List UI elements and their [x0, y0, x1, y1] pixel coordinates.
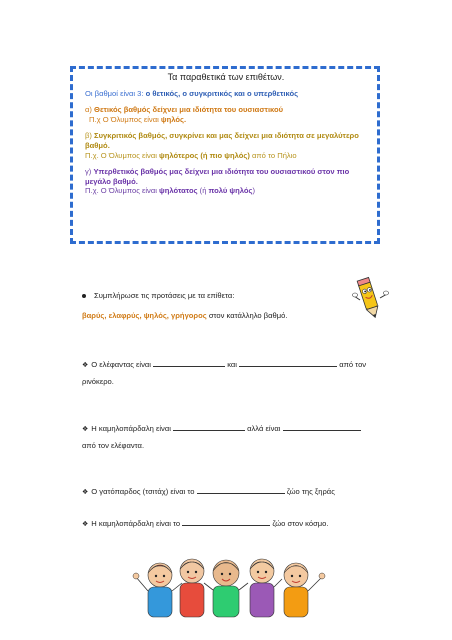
positive-prefix: α)	[85, 105, 95, 115]
exercise-3-text-a: Ο γατόπαρδος (τσιτάχ) είναι το	[91, 487, 197, 496]
diamond-bullet-icon: ❖	[82, 521, 89, 528]
superlative-section	[85, 167, 367, 196]
exercise-2-text-b: αλλά είναι	[245, 424, 283, 433]
exercise-1-text-a: Ο ελέφαντας είναι	[91, 360, 154, 369]
pencil-mascot-icon	[350, 274, 390, 322]
diamond-bullet-icon: ❖	[82, 362, 89, 369]
exercise-1-text-b: και	[225, 360, 240, 369]
superlative-example-mid: (ή	[197, 186, 209, 196]
superlative-example-suffix: )	[252, 186, 256, 196]
adjectives-line	[82, 311, 287, 320]
comparative-section	[85, 131, 367, 160]
superlative-example: Π.χ. Ο Όλυμπος είναι	[85, 186, 160, 196]
positive-section	[85, 105, 367, 124]
blank-input[interactable]	[182, 517, 270, 526]
positive-example-word: ψηλός.	[160, 114, 187, 124]
instruction-line	[82, 291, 234, 300]
instruction-text: Συμπλήρωσε τις προτάσεις με τα επίθετα:	[94, 291, 235, 300]
comparative-example-word: ψηλότερος (ή πιο ψηλός)	[159, 150, 250, 160]
exercise-2-text-a: Η καμηλοπάρδαλη είναι	[91, 424, 174, 433]
exercise-1-text-d: ρινόκερο.	[82, 377, 114, 386]
exercise-2	[82, 421, 382, 454]
blank-input[interactable]	[283, 422, 361, 431]
blank-input[interactable]	[153, 358, 225, 367]
positive-heading: Θετικός βαθμός δείχνει μια ιδιότητα του ουσιαστικού	[94, 105, 284, 115]
blank-input[interactable]	[239, 358, 337, 367]
adjectives-suffix: στον κατάλληλο βαθμό.	[206, 311, 288, 320]
diamond-bullet-icon: ❖	[82, 426, 89, 433]
exercise-3-text-b: ζώο της ξηράς	[284, 487, 335, 496]
adjectives-list: βαρύς, ελαφρύς, ψηλός, γρήγορος	[82, 311, 207, 320]
superlative-heading: Υπερθετικός βαθμός μας δείχνει μια ιδιότητα του ουσιαστικού στον πιο μεγάλο βαθμό.	[85, 167, 350, 186]
exercise-4-text-b: ζώο στον κόσμο.	[270, 519, 329, 528]
comparative-example: Π.χ. Ο Όλυμπος είναι	[85, 150, 160, 160]
intro-line	[85, 89, 367, 99]
comparative-prefix: β)	[85, 131, 95, 141]
intro-degrees: ο θετικός, ο συγκριτικός και ο υπερθετικός	[145, 88, 299, 98]
exercise-2-text-c: από τον ελέφαντα.	[82, 441, 145, 450]
intro-prefix: Οι βαθμοί είναι 3:	[85, 88, 146, 98]
positive-example: Π.χ Ο Όλυμπος είναι	[89, 114, 161, 124]
superlative-example-word: ψηλότατος	[159, 186, 198, 196]
children-illustration	[130, 553, 330, 621]
box-title: Τα παραθετικά των επιθέτων.	[167, 72, 285, 82]
info-box	[70, 66, 380, 244]
blank-input[interactable]	[173, 422, 245, 431]
comparative-example-suffix: από το Πήλιο	[249, 150, 297, 160]
exercise-1-text-c: από τον	[337, 360, 367, 369]
blank-input[interactable]	[197, 485, 285, 494]
superlative-prefix: γ)	[85, 167, 94, 177]
exercise-3	[82, 484, 382, 501]
diamond-bullet-icon: ❖	[82, 489, 89, 496]
comparative-heading: Συγκριτικός βαθμός, συγκρίνει και μας δείχνει μια ιδιότητα σε μεγαλύτερο βαθμό.	[85, 131, 359, 150]
superlative-example-word2: πολύ ψηλός	[208, 186, 253, 196]
exercise-4-text-a: Η καμηλοπάρδαλη είναι το	[91, 519, 183, 528]
exercise-1	[82, 357, 382, 390]
bullet-icon	[82, 294, 86, 298]
exercise-4	[82, 516, 382, 533]
